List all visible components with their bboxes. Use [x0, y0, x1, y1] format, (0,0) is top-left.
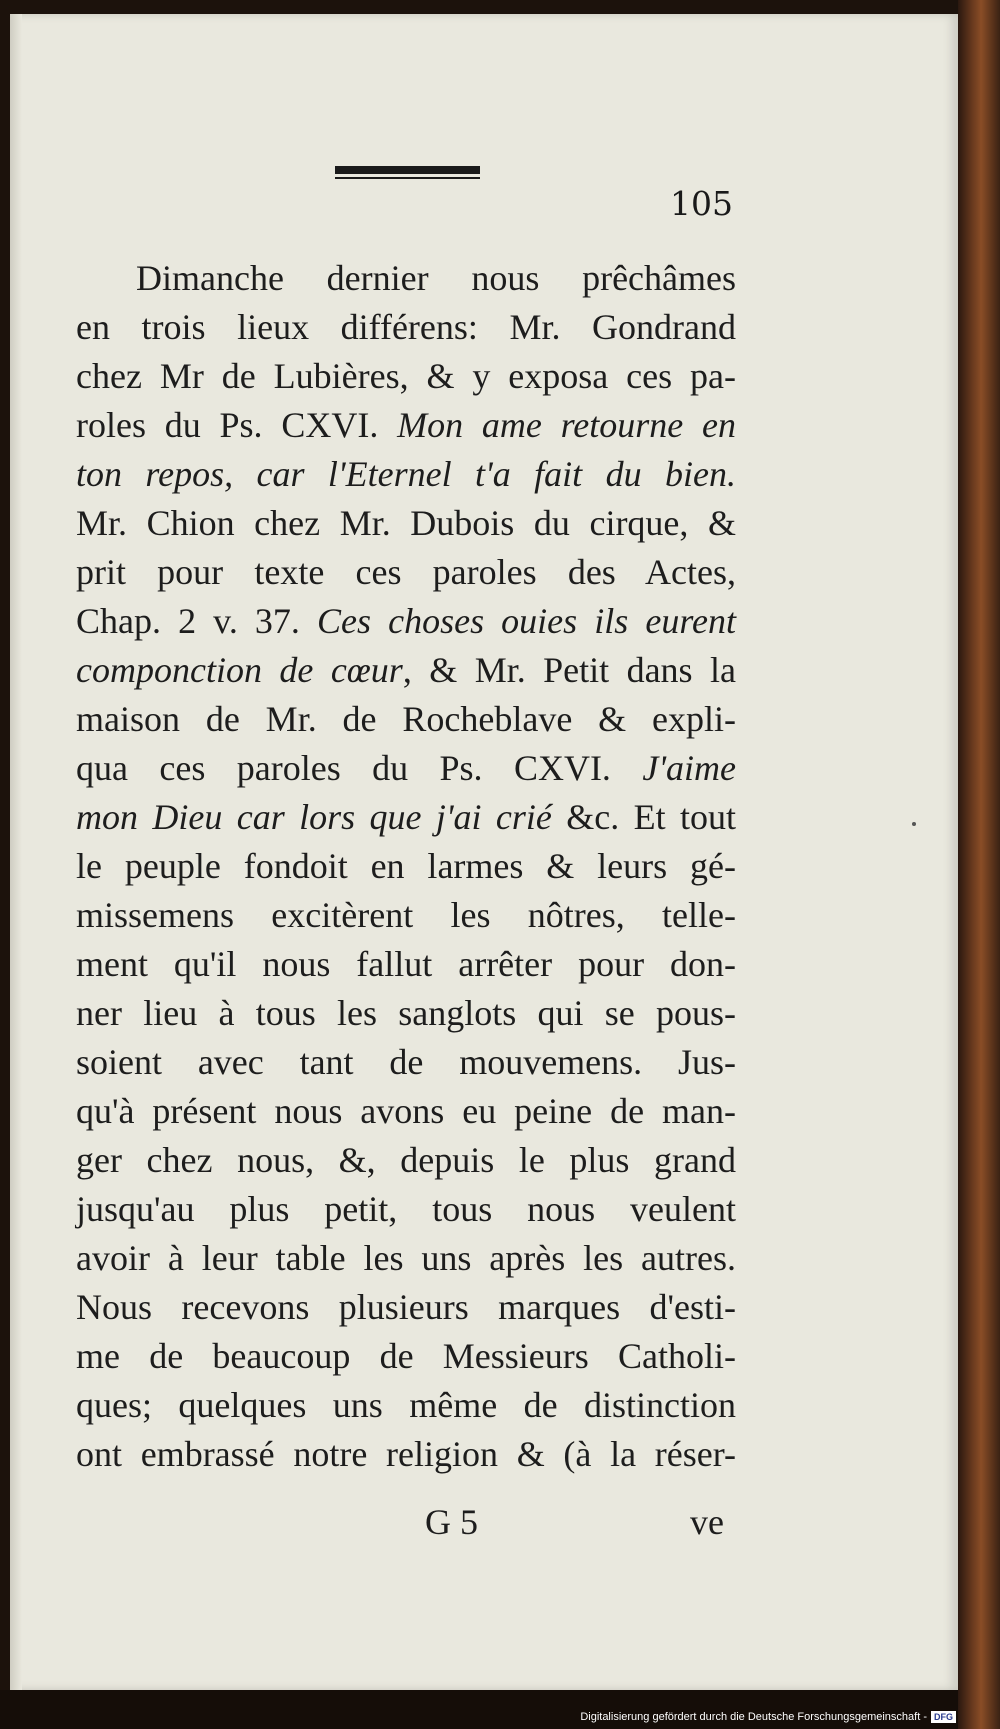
- text-line: [76, 793, 736, 842]
- roman-text: ger chez nous, &, depuis le plus grand: [76, 1140, 736, 1180]
- italic-text: ton repos, car l'Eternel t'a fait du bien.: [76, 454, 736, 494]
- text-line: [76, 499, 736, 548]
- roman-text: en trois lieux différens: Mr. Gondrand: [76, 307, 736, 347]
- text-line: [76, 1136, 736, 1185]
- text-line: [76, 744, 736, 793]
- text-line: [76, 1332, 736, 1381]
- roman-text: Mr. Chion chez Mr. Dubois du cirque, &: [76, 503, 736, 543]
- text-line: [76, 597, 736, 646]
- text-line: [76, 450, 736, 499]
- book-page: [10, 14, 958, 1690]
- text-line: [76, 891, 736, 940]
- roman-text: qua ces paroles du Ps. CXVI.: [76, 748, 643, 788]
- text-line: [76, 1185, 736, 1234]
- catchword: ve: [690, 1502, 724, 1542]
- text-line: [76, 352, 736, 401]
- header-rule-thin: [335, 177, 480, 179]
- text-line: [76, 1087, 736, 1136]
- text-line: [76, 1234, 736, 1283]
- text-line: [76, 989, 736, 1038]
- roman-text: ont embrassé notre religion & (à la réser-: [76, 1434, 736, 1474]
- roman-text: &c. Et tout: [566, 797, 736, 837]
- signature-mark: G 5: [425, 1502, 478, 1542]
- roman-text: Dimanche dernier nous prêchâmes: [136, 258, 736, 298]
- roman-text: le peuple fondoit en larmes & leurs gé-: [76, 846, 736, 886]
- italic-text: componction de cœur: [76, 650, 403, 690]
- roman-text: me de beaucoup de Messieurs Catholi-: [76, 1336, 736, 1376]
- text-line: [76, 303, 736, 352]
- roman-text: soient avec tant de mouvemens. Jus-: [76, 1042, 736, 1082]
- roman-text: missemens excitèrent les nôtres, telle-: [76, 895, 736, 935]
- roman-text: chez Mr de Lubières, & y exposa ces pa-: [76, 356, 736, 396]
- text-line: [76, 842, 736, 891]
- italic-text: Ces choses ouies ils eurent: [317, 601, 736, 641]
- roman-text: ment qu'il nous fallut arrêter pour don-: [76, 944, 736, 984]
- credit-text: Digitalisierung gefördert durch die Deutsche Forschungsgemeinschaft -: [580, 1711, 927, 1723]
- text-line: [76, 1430, 736, 1479]
- page-number: 105: [670, 184, 733, 223]
- digitization-credit: [580, 1711, 956, 1723]
- text-line: [76, 646, 736, 695]
- dfg-logo: DFG: [931, 1711, 956, 1723]
- text-line: [76, 695, 736, 744]
- roman-text: ques; quelques uns même de distinction: [76, 1385, 736, 1425]
- text-line: [76, 1283, 736, 1332]
- roman-text: roles du Ps. CXVI.: [76, 405, 398, 445]
- header-ornament-rule: [335, 166, 480, 180]
- text-line: [76, 548, 736, 597]
- roman-text: ner lieu à tous les sanglots qui se pous-: [76, 993, 736, 1033]
- text-line: [76, 1038, 736, 1087]
- roman-text: prit pour texte ces paroles des Actes,: [76, 552, 736, 592]
- paper-speck: [912, 822, 916, 826]
- roman-text: , & Mr. Petit dans la: [402, 650, 736, 690]
- italic-text: Mon ame retourne en: [397, 405, 736, 445]
- italic-text: J'aime: [642, 748, 736, 788]
- roman-text: Chap. 2 v. 37.: [76, 601, 318, 641]
- text-line: [76, 1381, 736, 1430]
- text-line: [76, 401, 736, 450]
- roman-text: avoir à leur table les uns après les autres.: [76, 1238, 736, 1278]
- text-line: [76, 254, 736, 303]
- footer-strip: [0, 1690, 958, 1729]
- roman-text: jusqu'au plus petit, tous nous veulent: [76, 1189, 736, 1229]
- page-gutter-shadow: [10, 14, 22, 1690]
- book-binding: [958, 0, 1000, 1729]
- roman-text: maison de Mr. de Rocheblave & expli-: [76, 699, 736, 739]
- roman-text: Nous recevons plusieurs marques d'esti-: [76, 1287, 736, 1327]
- body-text: [76, 254, 736, 1479]
- roman-text: qu'à présent nous avons eu peine de man-: [76, 1091, 736, 1131]
- text-line: [76, 940, 736, 989]
- header-rule-thick: [335, 166, 480, 174]
- italic-text: mon Dieu car lors que j'ai crié: [76, 797, 567, 837]
